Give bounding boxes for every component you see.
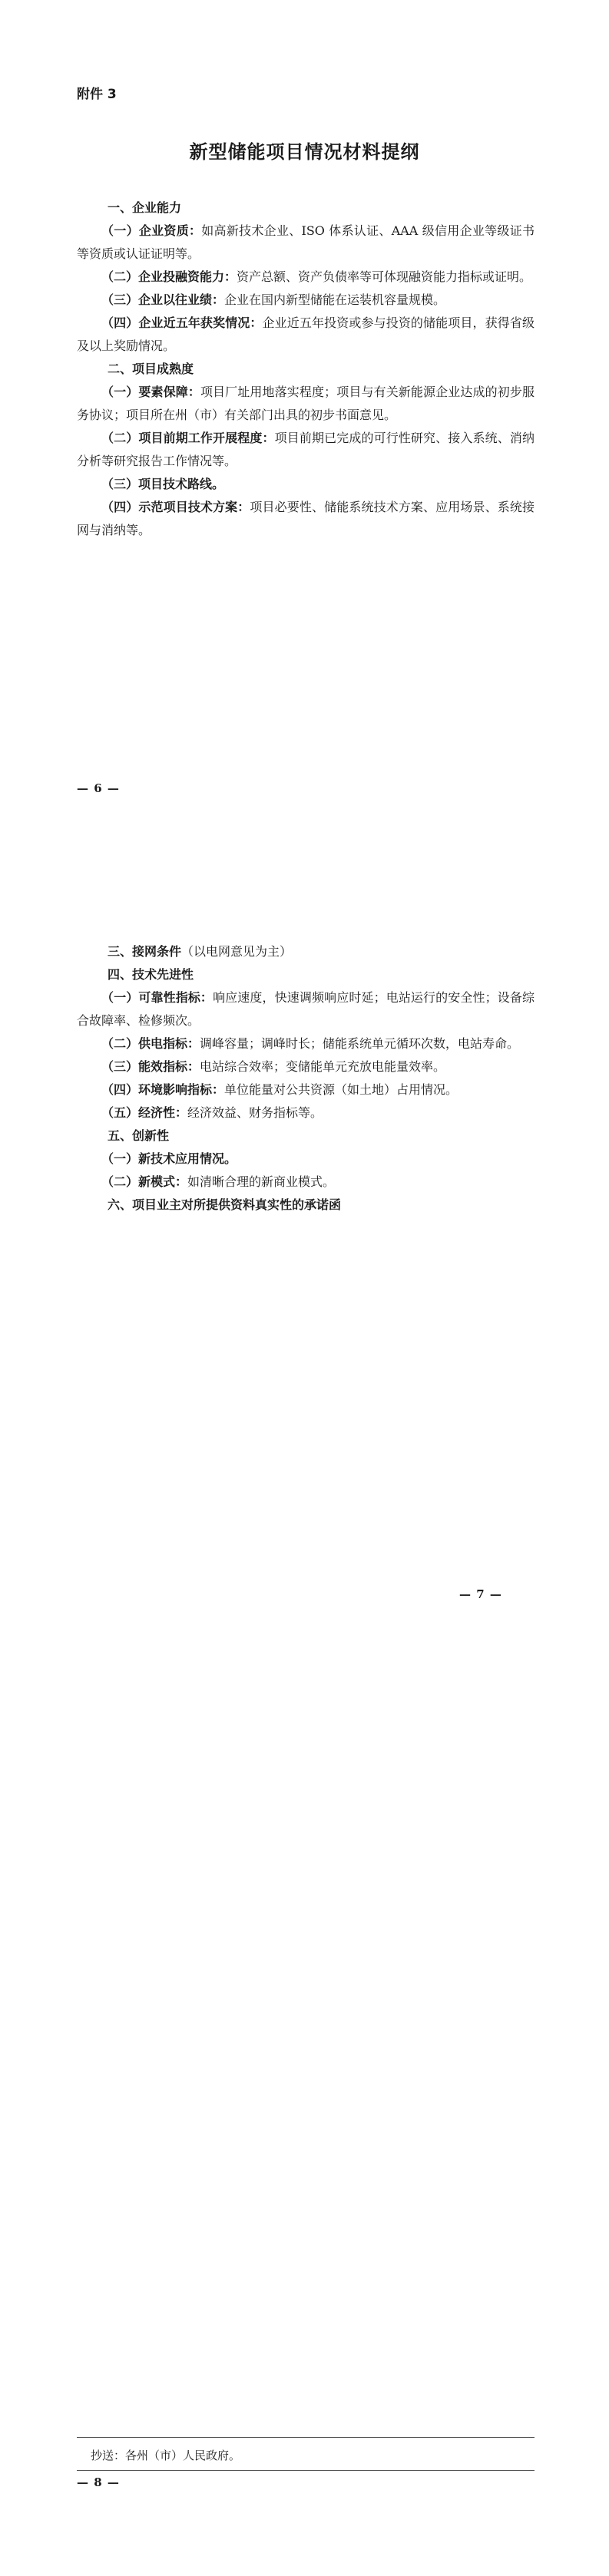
attachment-label: 附件 3 [77, 87, 117, 102]
outline-item [77, 496, 535, 542]
section-heading: 二、项目成熟度 [108, 362, 194, 376]
cc-distribution-line: 抄送：各州（市）人民政府。 [91, 2449, 241, 2462]
item-text: 项目前期已完成的可行性研究、接入系统、消纳分析等研究报告工作情况等。 [77, 431, 535, 468]
item-text: 电站综合效率；变储能单元充放电能量效率。 [200, 1059, 446, 1074]
outline-item [77, 473, 535, 496]
outline-item [77, 220, 535, 266]
item-lead: （一）新技术应用情况。 [101, 1151, 237, 1166]
outline-item [77, 266, 535, 289]
item-lead: （三）能效指标： [101, 1059, 200, 1074]
item-text: 项目必要性、储能系统技术方案、应用场景、系统接网与消纳等。 [77, 500, 535, 537]
page-number: — 7 — [459, 1587, 502, 1601]
section-heading: 五、创新性 [108, 1128, 170, 1143]
item-lead: （二）新模式： [101, 1174, 188, 1189]
page-7-body [77, 940, 535, 1217]
section-heading: 四、技术先进性 [108, 967, 194, 982]
outline-item [77, 1032, 535, 1055]
heading-text: 三、接网条件 [108, 944, 182, 959]
item-text: 如高新技术企业、ISO 体系认证、AAA 级信用企业等级证书等资质或认证证明等。 [77, 223, 535, 261]
item-lead: （四）示范项目技术方案： [101, 500, 250, 514]
section-heading [77, 940, 535, 963]
item-lead: （一）可靠性指标： [101, 990, 213, 1005]
outline-item [77, 381, 535, 427]
item-text: 资产总额、资产负债率等可体现融资能力指标或证明。 [237, 269, 532, 284]
document-title: 新型储能项目情况材料提纲 [189, 140, 420, 163]
outline-item [77, 289, 535, 312]
item-lead: （三）项目技术路线。 [101, 477, 225, 491]
outline-item [77, 1055, 535, 1078]
cc-top-rule [77, 2437, 535, 2438]
item-lead: （四）环境影响指标： [101, 1082, 225, 1097]
item-text: 企业在国内新型储能在运装机容量规模。 [224, 292, 446, 307]
item-lead: （一）企业资质： [101, 223, 202, 238]
section-heading: 一、企业能力 [108, 200, 182, 215]
outline-item [77, 1078, 535, 1101]
outline-item [77, 312, 535, 358]
item-text: 单位能量对公共资源（如土地）占用情况。 [224, 1082, 458, 1097]
item-text: 响应速度，快速调频响应时延；电站运行的安全性；设备综合故障率、检修频次。 [77, 990, 535, 1028]
item-lead: （二）企业投融资能力： [101, 269, 237, 284]
item-text: 调峰容量；调峰时长；储能系统单元循环次数，电站寿命。 [200, 1036, 520, 1051]
item-text: 如清晰合理的新商业模式。 [187, 1174, 336, 1189]
item-lead: （四）企业近五年获奖情况： [101, 315, 263, 330]
document-page-7 [0, 875, 609, 1719]
heading-note: （以电网意见为主） [181, 944, 293, 959]
page-number: — 6 — [77, 781, 120, 795]
outline-item [77, 427, 535, 473]
item-text: 项目厂址用地落实程度；项目与有关新能源企业达成的初步服务协议；项目所在州（市）有关部门出具的初步书面意见。 [77, 385, 535, 422]
section-heading: 六、项目业主对所提供资料真实性的承诺函 [108, 1197, 342, 1212]
page-number: — 8 — [77, 2475, 120, 2489]
item-text: 企业近五年投资或参与投资的储能项目，获得省级及以上奖励情况。 [77, 315, 535, 353]
document-page-6 [0, 0, 609, 829]
outline-item [77, 986, 535, 1032]
item-lead: （二）供电指标： [101, 1036, 200, 1051]
cc-bottom-rule [77, 2470, 535, 2471]
outline-item [77, 1171, 535, 1194]
page-6-body [77, 197, 535, 542]
item-lead: （二）项目前期工作开展程度： [101, 431, 275, 445]
item-lead: （一）要素保障： [101, 385, 200, 399]
item-lead: （五）经济性： [101, 1105, 188, 1120]
item-lead: （三）企业以往业绩： [101, 292, 225, 307]
outline-item [77, 1148, 535, 1171]
outline-item [77, 1101, 535, 1125]
document-page-8 [0, 1719, 609, 2576]
item-text: 经济效益、财务指标等。 [187, 1105, 323, 1120]
